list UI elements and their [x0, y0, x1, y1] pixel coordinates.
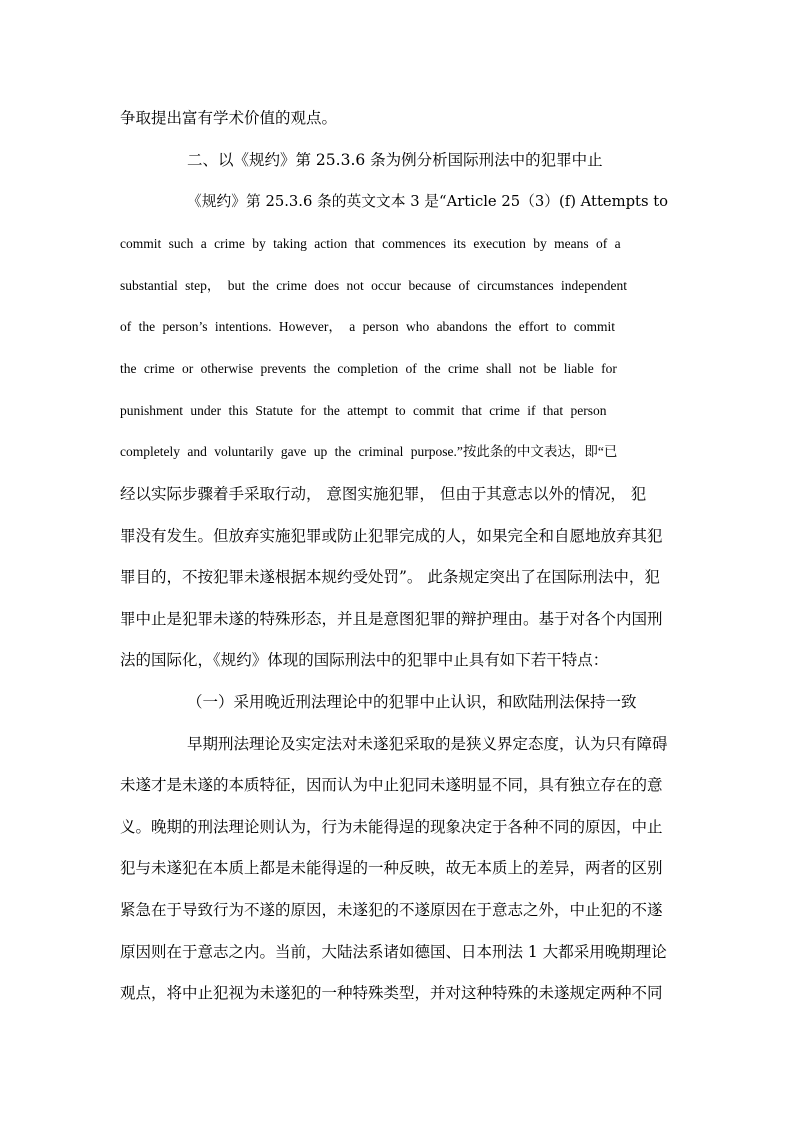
paragraph-line: 罪中止是犯罪未遂的特殊形态，并且是意图犯罪的辩护理由。基于对各个内国刑 — [120, 610, 663, 628]
paragraph-line: 争取提出富有学术价值的观点。 — [120, 109, 338, 127]
paragraph-line: 未遂才是未遂的本质特征，因而认为中止犯同未遂明显不同，具有独立存在的意 — [120, 776, 663, 794]
subsection-heading: （一）采用晚近刑法理论中的犯罪中止认识，和欧陆刑法保持一致 — [187, 693, 637, 711]
paragraph-line: completely and voluntarily gave up the criminal purpose.”按此条的中文表达，即“已 — [120, 444, 618, 459]
paragraph-line: 观点，将中止犯视为未遂犯的一种特殊类型，并对这种特殊的未遂规定两种不同 — [120, 984, 663, 1002]
paragraph-line: 罪没有发生。但放弃实施犯罪或防止犯罪完成的人，如果完全和自愿地放弃其犯 — [120, 527, 663, 545]
paragraph-line: 《规约》第 25.3.6 条的英文文本 3 是“Article 25（3）(f) Attempts to — [187, 193, 669, 210]
paragraph-line: substantial step， but the crime does not occur because of circumstances independent — [120, 278, 627, 293]
paragraph-line: 经以实际步骤着手采取行动， 意图实施犯罪， 但由于其意志以外的情况， 犯 — [120, 485, 647, 503]
paragraph-line: commit such a crime by taking action that commences its execution by means of a — [120, 236, 621, 251]
paragraph-line: 法的国际化，《规约》体现的国际刑法中的犯罪中止具有如下若干特点： — [120, 651, 609, 669]
paragraph-line: 原因则在于意志之内。当前，大陆法系诸如德国、日本刑法 1 大都采用晚期理论 — [120, 943, 667, 961]
paragraph-line: 犯与未遂犯在本质上都是未能得逞的一种反映，故无本质上的差异，两者的区别 — [120, 859, 663, 877]
paragraph-line: 罪目的，不按犯罪未遂根据本规约受处罚”。 此条规定突出了在国际刑法中，犯 — [120, 568, 660, 586]
paragraph-line: 义。晚期的刑法理论则认为，行为未能得逞的现象决定于各种不同的原因，中止 — [120, 818, 663, 836]
paragraph-line: punishment under this Statute for the attempt to commit that crime if that person — [120, 403, 607, 418]
section-heading: 二、以《规约》第 25.3.6 条为例分析国际刑法中的犯罪中止 — [187, 151, 603, 169]
paragraph-line: of the person’s intentions. However， a person who abandons the effort to commit — [120, 319, 616, 334]
paragraph-line: 早期刑法理论及实定法对未遂犯采取的是狭义界定态度，认为只有障碍 — [187, 735, 668, 753]
paragraph-line: 紧急在于导致行为不遂的原因，未遂犯的不遂原因在于意志之外，中止犯的不遂 — [120, 901, 663, 919]
paragraph-line: the crime or otherwise prevents the completion of the crime shall not be liable for — [120, 361, 617, 376]
